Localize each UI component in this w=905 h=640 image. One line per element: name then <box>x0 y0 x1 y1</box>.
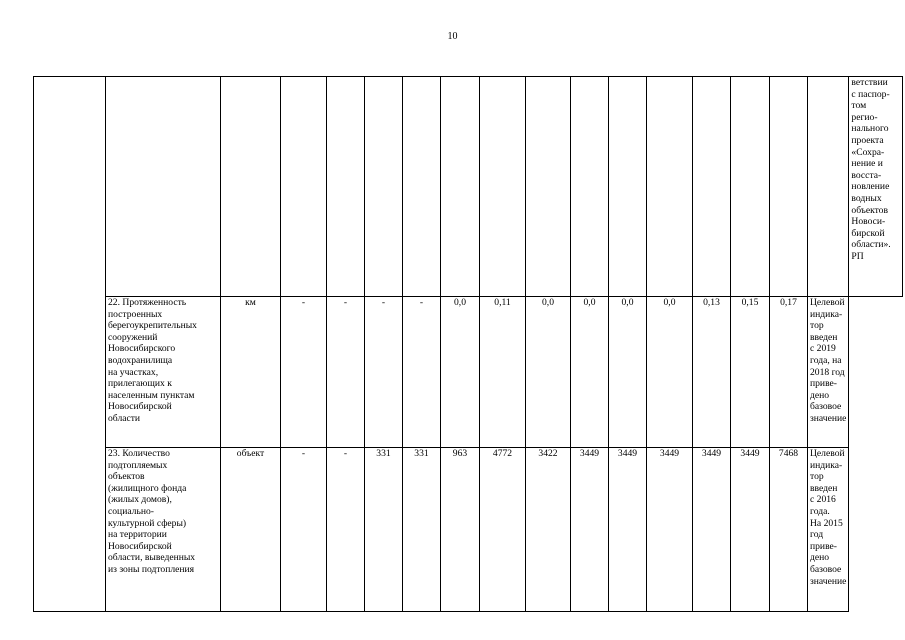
value-cell: 0,0 <box>647 297 693 448</box>
value-cell: 0,0 <box>571 297 609 448</box>
value-cell: 0,0 <box>609 297 647 448</box>
name-cell <box>106 77 221 297</box>
value-cell: 3449 <box>571 448 609 612</box>
value-cell: - <box>281 448 327 612</box>
value-cell: 0,13 <box>693 297 731 448</box>
value-cell: 0,0 <box>526 297 571 448</box>
note-cell: Целевой индика- тор введен с 2019 года, на 2018 год приве- дено базовое значение <box>808 297 849 448</box>
value-cell: 3449 <box>609 448 647 612</box>
table-row <box>34 297 903 448</box>
value-cell: 3422 <box>526 448 571 612</box>
value-cell: 963 <box>441 448 480 612</box>
unit-cell: объект <box>221 448 281 612</box>
value-cell: 0,15 <box>731 297 770 448</box>
page-number: 10 <box>447 31 458 42</box>
indicators-table <box>33 76 903 612</box>
continuation-row <box>34 77 903 297</box>
value-cell: 331 <box>403 448 441 612</box>
value-cell: - <box>403 297 441 448</box>
indicator-name: 22. Протяженность построенных берегоукрепительных сооружений Новосибирского водохранилища на участках, прилегающих к населенным пунктам Новосибирской области <box>106 297 221 448</box>
unit-cell: км <box>221 297 281 448</box>
value-cell: 4772 <box>480 448 526 612</box>
note-cell: ветствии с паспор- том регио- нального проекта «Сохра- нение и восста- новление водных объектов Новоси- бирской области». РП <box>849 77 903 297</box>
value-cell: 7468 <box>770 448 808 612</box>
table-row <box>34 448 903 612</box>
value-cell: 0,17 <box>770 297 808 448</box>
value-cell: 0,0 <box>441 297 480 448</box>
section-cell <box>34 77 106 612</box>
value-cell: 0,11 <box>480 297 526 448</box>
value-cell: - <box>327 448 365 612</box>
value-cell: 331 <box>365 448 403 612</box>
value-cell: 3449 <box>647 448 693 612</box>
value-cell: - <box>365 297 403 448</box>
value-cell: 3449 <box>693 448 731 612</box>
value-cell: - <box>327 297 365 448</box>
indicator-name: 23. Количество подтопляемых объектов (жилищного фонда (жилых домов), социально- культурной сферы) на территории Новосибирской области, выведенных из зоны подтопления <box>106 448 221 612</box>
note-cell: Целевой индика- тор введен с 2016 года. На 2015 год приве- дено базовое значение <box>808 448 849 612</box>
value-cell: - <box>281 297 327 448</box>
unit-cell <box>221 77 281 297</box>
value-cell: 3449 <box>731 448 770 612</box>
